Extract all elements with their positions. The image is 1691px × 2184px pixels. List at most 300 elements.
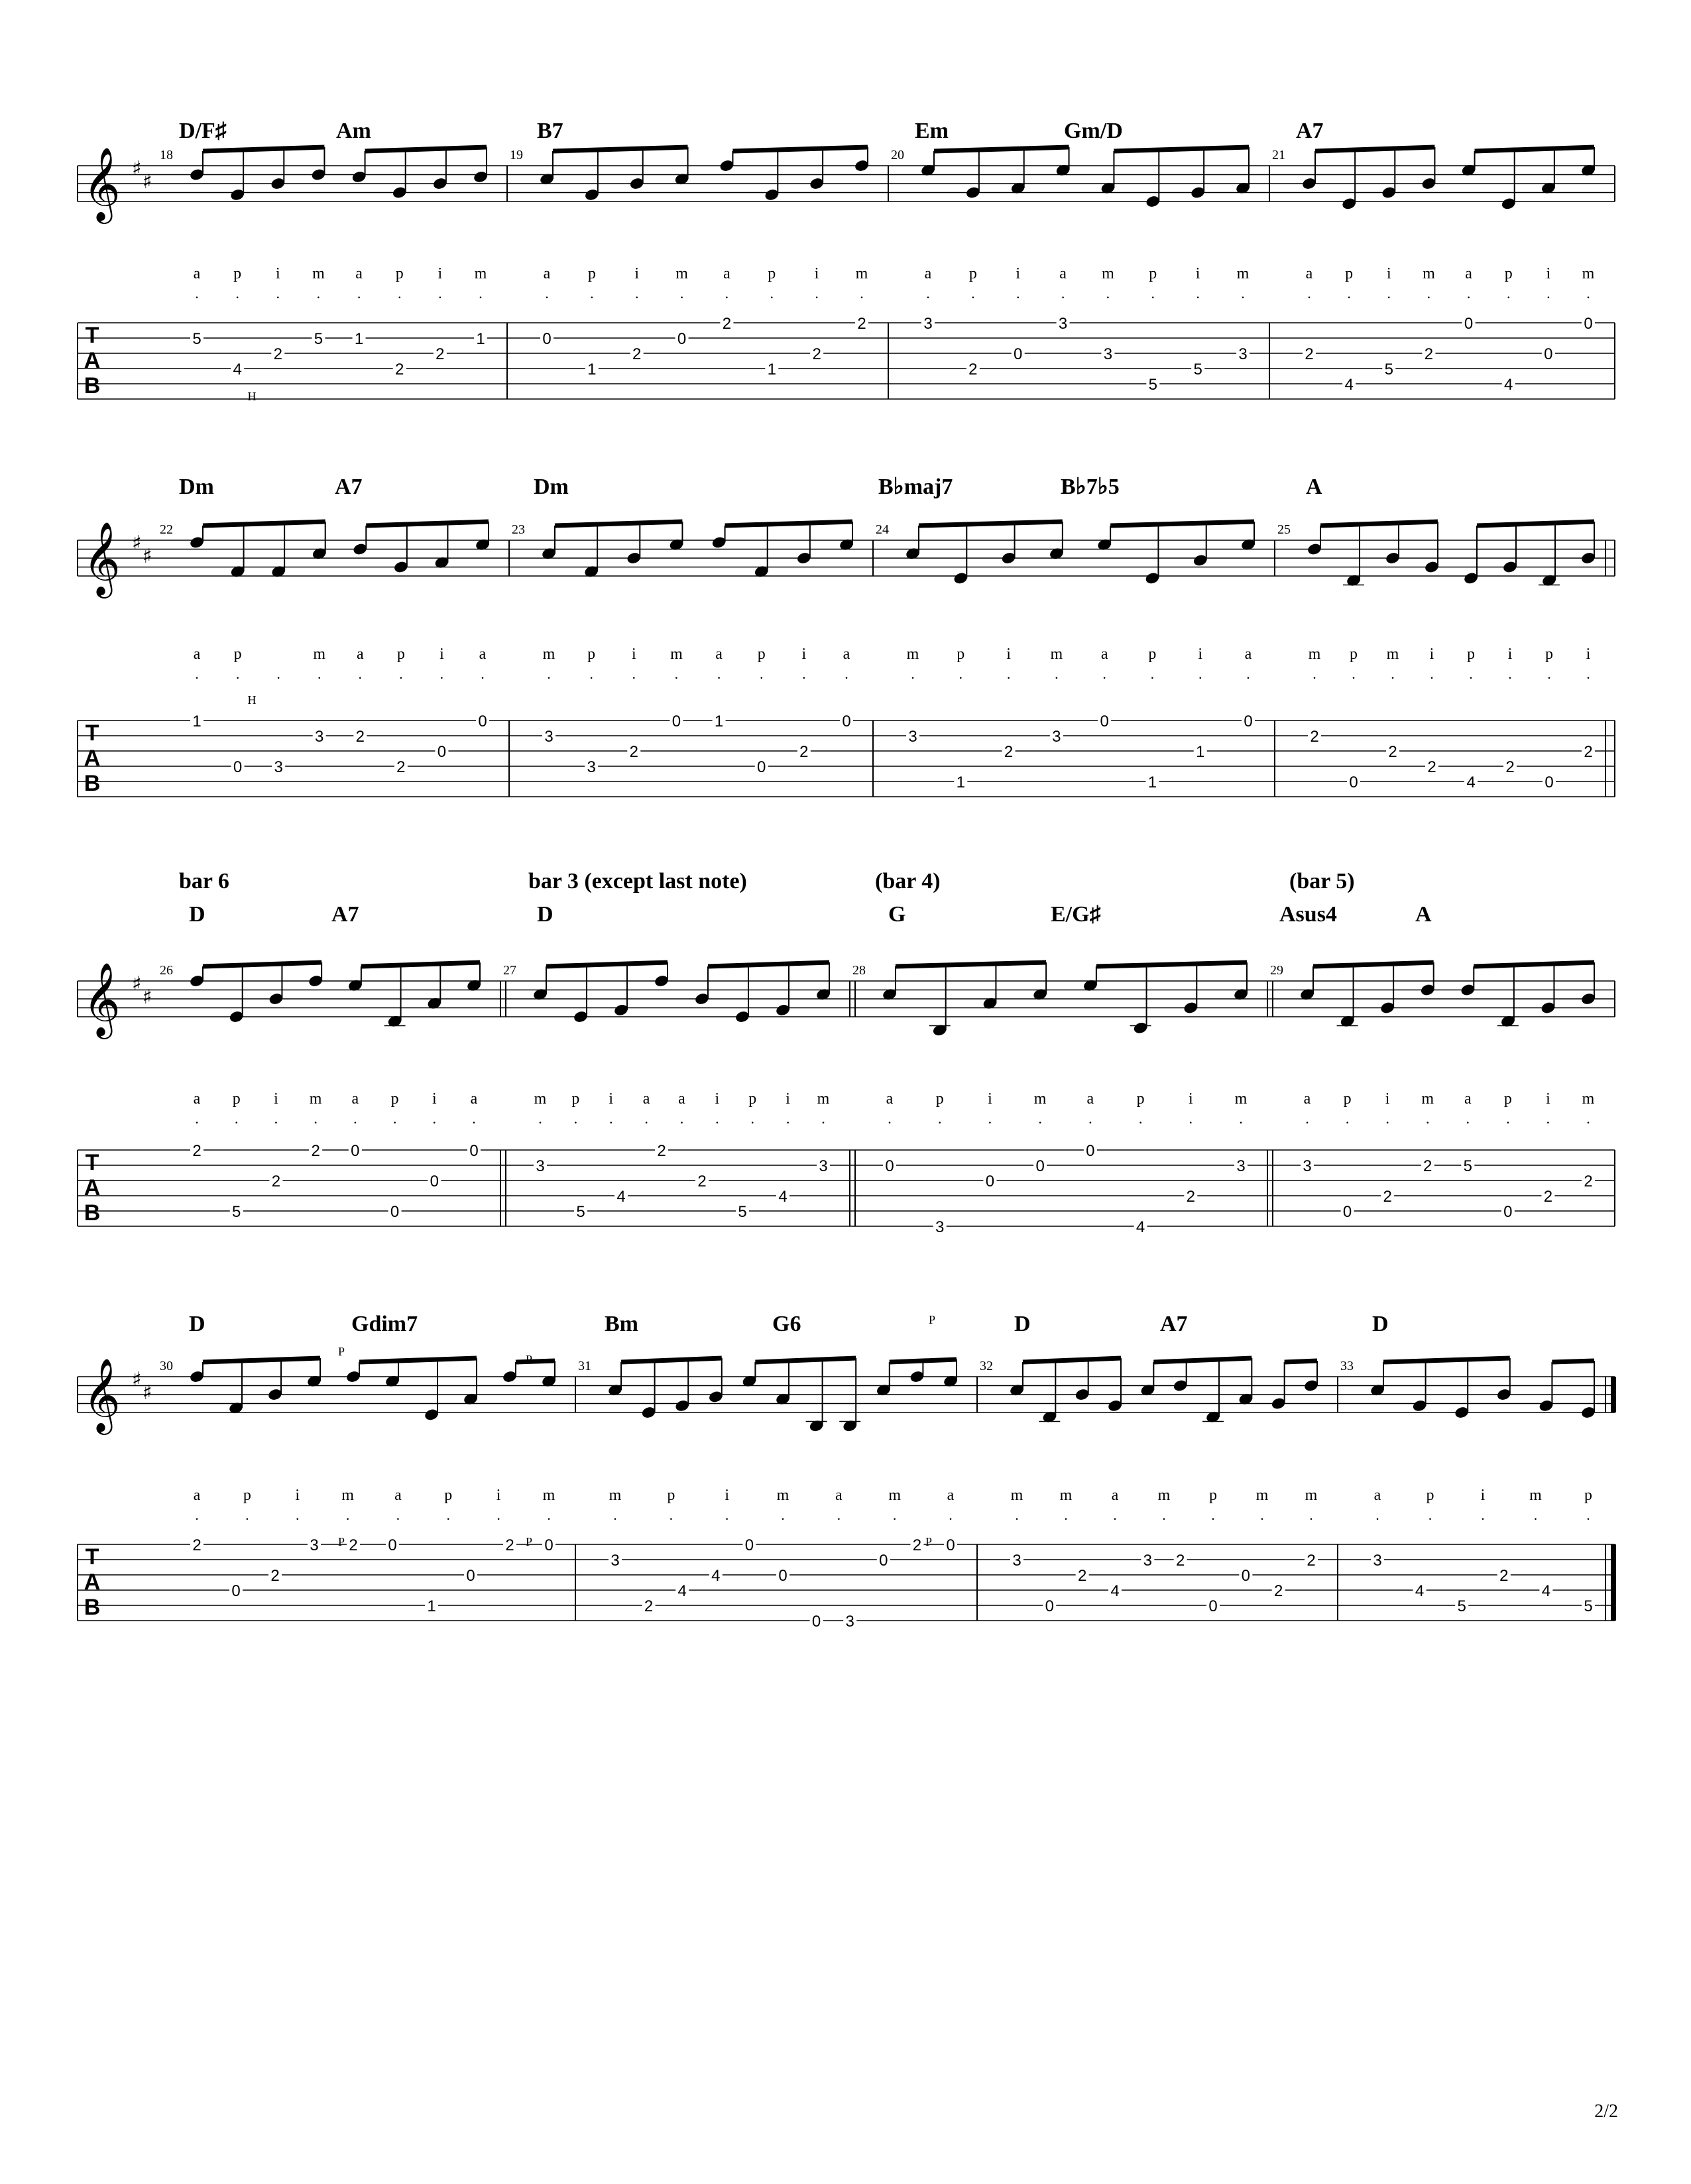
fingering-dot: . <box>770 285 774 302</box>
fingering-dot: . <box>634 285 639 302</box>
right-hand-fingering: i <box>274 1090 278 1108</box>
tab-fret-number: 2 <box>722 315 732 333</box>
chord-symbol: D <box>189 1312 205 1336</box>
right-hand-fingering: p <box>1148 646 1157 663</box>
note-beam <box>546 962 668 966</box>
right-hand-fingering: p <box>232 1090 241 1108</box>
right-hand-fingering: p <box>1504 265 1513 282</box>
right-hand-fingering: i <box>1195 265 1200 282</box>
chord-symbol: B♭maj7 <box>878 475 953 499</box>
fingering-dot: . <box>1260 1507 1264 1523</box>
right-hand-fingering: m <box>1157 1487 1171 1504</box>
right-hand-fingering: p <box>396 646 405 663</box>
tab-fret-number: 2 <box>1424 345 1434 363</box>
right-hand-fingering: a <box>1111 1487 1119 1504</box>
right-hand-fingering: p <box>233 646 242 663</box>
right-hand-fingering: p <box>395 265 404 282</box>
fingering-dot: . <box>295 1507 300 1523</box>
tab-fret-number: 0 <box>677 330 687 348</box>
fingering-dot: . <box>1506 1110 1510 1127</box>
tab-fret-number: 5 <box>1463 1157 1472 1175</box>
fingering-dot: . <box>1427 285 1431 302</box>
fingering-dot: . <box>1088 1110 1092 1127</box>
bar-reference-annotation: bar 6 <box>179 869 229 893</box>
tab-fret-number: 2 <box>1175 1552 1185 1570</box>
tab-fret-number: 0 <box>437 743 447 761</box>
right-hand-fingering: m <box>1102 265 1114 282</box>
fingering-dot: . <box>317 665 321 682</box>
chord-symbol: B7 <box>537 119 563 143</box>
right-hand-fingering: m <box>534 1090 547 1108</box>
fingering-dot: . <box>496 1507 500 1523</box>
tab-clef-letter: B <box>84 373 101 398</box>
fingering-dot: . <box>1015 1507 1019 1523</box>
tab-fret-number: 1 <box>1196 743 1205 761</box>
right-hand-fingering: a <box>1059 265 1067 282</box>
chord-symbol: Am <box>336 119 371 143</box>
fingering-dot: . <box>1198 665 1202 682</box>
tab-fret-number: 0 <box>478 713 487 730</box>
tab-fret-number: 5 <box>576 1203 585 1221</box>
tab-fret-number: 2 <box>355 728 365 746</box>
note-beam <box>708 962 829 966</box>
pull-off-marker: P <box>337 1345 345 1358</box>
note-beam <box>516 1361 555 1362</box>
right-hand-fingering: a <box>1086 1090 1094 1108</box>
measure-number: 32 <box>980 1359 993 1373</box>
right-hand-fingering: m <box>1305 1487 1318 1504</box>
tab-fret-number: 2 <box>812 345 821 363</box>
note-beam <box>1474 962 1594 966</box>
chord-symbol: A <box>1415 902 1432 927</box>
tab-fret-number: 5 <box>192 330 202 348</box>
note-beam <box>1313 962 1434 966</box>
right-hand-fingering: i <box>715 1090 720 1108</box>
fingering-dot: . <box>1055 665 1059 682</box>
fingering-dot: . <box>1150 665 1155 682</box>
tab-fret-number: 0 <box>778 1567 787 1585</box>
right-hand-fingering: a <box>394 1487 402 1504</box>
right-hand-fingering: p <box>233 265 242 282</box>
tab-fret-number: 3 <box>315 728 324 746</box>
fingering-dot: . <box>345 1507 350 1523</box>
tab-fret-number: 3 <box>1236 1157 1246 1175</box>
right-hand-fingering: p <box>957 646 965 663</box>
fingering-dot: . <box>314 1110 318 1127</box>
chord-symbol: A7 <box>1296 119 1324 143</box>
fingering-dot: . <box>234 1110 239 1127</box>
tab-fret-number: 2 <box>1543 1188 1553 1206</box>
fingering-dot: . <box>1546 1110 1550 1127</box>
fingering-dot: . <box>547 1507 551 1523</box>
tab-fret-number: 2 <box>1427 758 1436 776</box>
tab-fret-number: 2 <box>857 315 866 333</box>
fingering-dot: . <box>725 285 729 302</box>
tab-fret-number: 4 <box>1504 376 1513 394</box>
right-hand-fingering: a <box>193 646 201 663</box>
tab-fret-number: 0 <box>1086 1142 1095 1160</box>
right-hand-fingering: m <box>1010 1487 1023 1504</box>
chord-symbol: Bm <box>605 1312 638 1336</box>
tab-fret-number: 0 <box>757 758 766 776</box>
tab-fret-number: 2 <box>629 743 638 761</box>
fingering-dot: . <box>1481 1507 1485 1523</box>
pull-off-marker: P <box>925 1535 933 1548</box>
tab-fret-number: 3 <box>1303 1157 1312 1175</box>
bar-reference-annotation: (bar 4) <box>875 869 941 893</box>
fingering-dot: . <box>392 1110 397 1127</box>
page-number: 2/2 <box>1594 2101 1618 2122</box>
tab-fret-number: 0 <box>985 1173 995 1190</box>
tab-fret-number: 5 <box>1584 1597 1593 1615</box>
tab-fret-number: 2 <box>1505 758 1515 776</box>
tab-fret-number: 3 <box>310 1536 319 1554</box>
tab-fret-number: 3 <box>544 728 554 746</box>
note-beam <box>1315 147 1434 151</box>
tab-fret-number: 0 <box>1208 1597 1218 1615</box>
fingering-dot: . <box>679 285 684 302</box>
tab-fret-number: 4 <box>1344 376 1354 394</box>
right-hand-fingering: i <box>496 1487 501 1504</box>
fingering-dot: . <box>1241 285 1245 302</box>
fingering-dot: . <box>446 1507 451 1523</box>
chord-symbol: D <box>537 902 554 927</box>
fingering-dot: . <box>195 1507 199 1523</box>
tab-fret-number: 4 <box>677 1582 687 1600</box>
fingering-dot: . <box>1586 1507 1590 1523</box>
tab-fret-number: 0 <box>1100 713 1109 730</box>
fingering-dot: . <box>1246 665 1250 682</box>
tab-fret-number: 4 <box>1415 1582 1425 1600</box>
chord-symbol: D <box>1372 1312 1389 1336</box>
chord-symbol: D <box>1014 1312 1031 1336</box>
right-hand-fingering: a <box>356 646 364 663</box>
note-beam <box>203 1358 320 1362</box>
fingering-dot: . <box>1428 1507 1432 1523</box>
fingering-dot: . <box>725 1507 729 1523</box>
tab-fret-number: 0 <box>233 758 243 776</box>
key-signature-sharp-c: ♯ <box>143 545 152 568</box>
tab-fret-number: 5 <box>314 330 323 348</box>
fingering-dot: . <box>397 285 402 302</box>
tab-clef-letter: A <box>84 348 101 373</box>
fingering-dot: . <box>276 285 280 302</box>
tab-fret-number: 2 <box>1004 743 1014 761</box>
chord-symbol: Dm <box>534 475 569 499</box>
tab-fret-number: 2 <box>1273 1582 1283 1600</box>
tab-fret-number: 1 <box>956 774 965 791</box>
right-hand-fingering: p <box>667 1487 675 1504</box>
measure-number: 29 <box>1270 963 1283 978</box>
fingering-dot: . <box>1506 285 1511 302</box>
tab-fret-number: 3 <box>1103 345 1113 363</box>
tab-fret-number: 0 <box>1545 774 1554 791</box>
right-hand-fingering: m <box>1255 1487 1269 1504</box>
right-hand-fingering: i <box>725 1487 730 1504</box>
right-hand-fingering: p <box>1136 1090 1145 1108</box>
tab-fret-number: 3 <box>935 1218 945 1236</box>
measure-number: 26 <box>160 963 173 978</box>
tab-fret-number: 0 <box>744 1536 754 1554</box>
right-hand-fingering: a <box>924 265 932 282</box>
tab-fret-number: 2 <box>1584 1173 1593 1190</box>
fingering-dot: . <box>1352 665 1356 682</box>
right-hand-fingering: a <box>1465 265 1472 282</box>
tab-clef-letter: T <box>85 1544 99 1570</box>
chord-symbol: Dm <box>179 475 214 499</box>
tab-fret-number: 0 <box>1045 1597 1055 1615</box>
tab-fret-number: 5 <box>232 1203 241 1221</box>
measure-number: 18 <box>160 148 173 162</box>
fingering-dot: . <box>1387 285 1391 302</box>
tab-fret-number: 2 <box>1388 743 1397 761</box>
fingering-dot: . <box>1546 285 1550 302</box>
right-hand-fingering: a <box>843 646 850 663</box>
fingering-dot: . <box>888 1110 892 1127</box>
tab-fret-number: 2 <box>192 1142 202 1160</box>
fingering-dot: . <box>1586 665 1590 682</box>
fingering-dot: . <box>1006 665 1011 682</box>
right-hand-fingering: p <box>1149 265 1157 282</box>
tab-fret-number: 2 <box>1499 1567 1509 1585</box>
note-beam <box>203 522 325 526</box>
right-hand-fingering: m <box>609 1487 622 1504</box>
fingering-dot: . <box>1151 285 1155 302</box>
measure-number: 24 <box>876 522 889 537</box>
fingering-dot: . <box>1162 1507 1166 1523</box>
tab-fret-number: 2 <box>396 758 406 776</box>
fingering-dot: . <box>353 1110 357 1127</box>
tab-fret-number: 0 <box>1342 1203 1352 1221</box>
key-signature-sharp-c: ♯ <box>143 986 152 1009</box>
tab-fret-number: 0 <box>842 713 851 730</box>
tab-fret-number: 0 <box>544 1536 554 1554</box>
right-hand-fingering: a <box>1464 1090 1472 1108</box>
fingering-dot: . <box>679 1110 684 1127</box>
right-hand-fingering: p <box>1343 1090 1352 1108</box>
fingering-dot: . <box>432 1110 437 1127</box>
fingering-dot: . <box>245 1507 249 1523</box>
right-hand-fingering: a <box>835 1487 843 1504</box>
measure-number: 25 <box>1277 522 1291 537</box>
right-hand-fingering: p <box>1467 646 1475 663</box>
right-hand-fingering: m <box>1059 1487 1073 1504</box>
key-signature-sharp-f: ♯ <box>132 532 142 555</box>
tab-fret-number: 1 <box>714 713 724 730</box>
right-hand-fingering: p <box>1426 1487 1434 1504</box>
right-hand-fingering: i <box>634 265 640 282</box>
fingering-dot: . <box>573 1110 578 1127</box>
note-beam <box>755 1358 856 1362</box>
fingering-dot: . <box>1347 285 1351 302</box>
tab-fret-number: 2 <box>1305 345 1314 363</box>
right-hand-fingering: i <box>631 646 636 663</box>
right-hand-fingering: m <box>309 1090 322 1108</box>
right-hand-fingering: a <box>351 1090 359 1108</box>
tab-fret-number: 1 <box>192 713 202 730</box>
tab-fret-number: 0 <box>351 1142 360 1160</box>
right-hand-fingering: i <box>295 1487 300 1504</box>
tab-fret-number: 2 <box>270 1567 280 1585</box>
fingering-dot: . <box>1391 665 1395 682</box>
right-hand-fingering: a <box>1303 1090 1311 1108</box>
tab-fret-number: 2 <box>1307 1552 1316 1570</box>
chord-symbol: Em <box>915 119 949 143</box>
note-beam <box>359 1358 477 1362</box>
tab-fret-number: 2 <box>192 1536 202 1554</box>
tab-clef-letter: A <box>84 1175 101 1200</box>
right-hand-fingering: m <box>474 265 487 282</box>
tab-fret-number: 3 <box>1058 315 1068 333</box>
treble-clef-icon: 𝄞 <box>83 962 121 1036</box>
tab-fret-number: 3 <box>923 315 933 333</box>
fingering-dot: . <box>959 665 963 682</box>
right-hand-fingering: m <box>1033 1090 1047 1108</box>
tab-fret-number: 0 <box>430 1173 439 1190</box>
hammer-on-marker: H <box>247 693 257 707</box>
right-hand-fingering: i <box>275 265 280 282</box>
note-beam <box>1096 962 1247 966</box>
note-beam <box>365 147 487 151</box>
right-hand-fingering: m <box>1234 1090 1248 1108</box>
tab-fret-number: 1 <box>354 330 364 348</box>
measure-number: 33 <box>1340 1359 1354 1373</box>
fingering-dot: . <box>786 1110 790 1127</box>
chord-symbol: G <box>888 902 906 927</box>
tab-fret-number: 1 <box>767 361 776 378</box>
measure-number: 22 <box>160 522 173 537</box>
measure-number: 20 <box>891 148 904 162</box>
fingering-dot: . <box>235 665 240 682</box>
right-hand-fingering: a <box>193 265 201 282</box>
tab-fret-number: 0 <box>879 1552 888 1570</box>
note-beam <box>1383 1358 1510 1362</box>
chord-symbol: Gm/D <box>1064 119 1123 143</box>
fingering-dot: . <box>396 1507 400 1523</box>
tab-fret-number: 0 <box>388 1536 397 1554</box>
tab-fret-number: 1 <box>587 361 597 378</box>
key-signature-sharp-c: ♯ <box>143 170 152 194</box>
final-barline <box>1611 1544 1616 1621</box>
fingering-dot: . <box>538 1110 542 1127</box>
fingering-dot: . <box>1508 665 1512 682</box>
tab-fret-number: 4 <box>1541 1582 1551 1600</box>
tab-fret-number: 4 <box>1136 1218 1145 1236</box>
note-beam <box>934 147 1069 151</box>
fingering-dot: . <box>195 285 199 302</box>
chord-symbol: Gdim7 <box>351 1312 418 1336</box>
fingering-dot: . <box>926 285 930 302</box>
tab-fret-number: 2 <box>1383 1188 1392 1206</box>
tab-fret-number: 4 <box>616 1188 626 1206</box>
note-beam <box>732 147 868 151</box>
right-hand-fingering: i <box>801 646 807 663</box>
right-hand-fingering: a <box>642 1090 650 1108</box>
right-hand-fingering: i <box>1480 1487 1486 1504</box>
tab-fret-number: 3 <box>908 728 917 746</box>
right-hand-fingering: p <box>1209 1487 1217 1504</box>
tab-fret-number: 3 <box>845 1613 854 1631</box>
pull-off-marker: P <box>928 1313 936 1326</box>
fingering-dot: . <box>1064 1507 1068 1523</box>
right-hand-fingering: a <box>193 1090 201 1108</box>
tab-fret-number: 1 <box>427 1597 436 1615</box>
chord-symbol: B♭7♭5 <box>1061 475 1120 499</box>
treble-clef-icon: 𝄞 <box>83 521 121 595</box>
right-hand-fingering: i <box>609 1090 614 1108</box>
note-beam <box>621 1358 722 1362</box>
tab-fret-number: 5 <box>1193 361 1202 378</box>
tab-fret-number: 2 <box>349 1536 358 1554</box>
tab-fret-number: 1 <box>476 330 485 348</box>
tab-clef-letter: T <box>85 720 99 746</box>
fingering-dot: . <box>1061 285 1065 302</box>
right-hand-fingering: m <box>1421 1090 1434 1108</box>
right-hand-fingering: a <box>723 265 730 282</box>
fingering-dot: . <box>1312 665 1316 682</box>
right-hand-fingering: m <box>312 265 325 282</box>
note-beam <box>1153 1358 1252 1362</box>
tab-fret-number: 3 <box>536 1157 545 1175</box>
fingering-dot: . <box>1189 1110 1193 1127</box>
fingering-dot: . <box>669 1507 673 1523</box>
fingering-dot: . <box>399 665 403 682</box>
right-hand-fingering: p <box>444 1487 453 1504</box>
measure-number: 27 <box>503 963 516 978</box>
fingering-dot: . <box>1375 1507 1379 1523</box>
tab-fret-number: 2 <box>1186 1188 1195 1206</box>
fingering-dot: . <box>1385 1110 1389 1127</box>
note-beam <box>1114 147 1249 151</box>
right-hand-fingering: a <box>543 265 551 282</box>
note-beam <box>1110 522 1254 526</box>
fingering-dot: . <box>937 1110 942 1127</box>
final-barline <box>1611 1377 1616 1412</box>
tab-fret-number: 2 <box>271 1173 281 1190</box>
note-beam <box>1477 522 1594 526</box>
fingering-dot: . <box>1469 665 1473 682</box>
right-hand-fingering: i <box>1188 1090 1193 1108</box>
fingering-dot: . <box>1138 1110 1143 1127</box>
fingering-dot: . <box>949 1507 953 1523</box>
fingering-dot: . <box>845 665 848 682</box>
tab-fret-number: 0 <box>469 1142 479 1160</box>
measure-number: 19 <box>510 148 523 162</box>
fingering-dot: . <box>644 1110 648 1127</box>
right-hand-fingering: p <box>748 1090 757 1108</box>
fingering-dot: . <box>815 285 819 302</box>
tab-fret-number: 0 <box>1014 345 1023 363</box>
fingering-dot: . <box>715 1110 719 1127</box>
tab-fret-number: 2 <box>799 743 809 761</box>
note-beam <box>1320 522 1438 526</box>
right-hand-fingering: p <box>968 265 977 282</box>
right-hand-fingering: p <box>1345 265 1354 282</box>
fingering-dot: . <box>988 1110 992 1127</box>
fingering-dot: . <box>632 665 636 682</box>
tab-fret-number: 0 <box>1244 713 1253 730</box>
treble-clef-icon: 𝄞 <box>83 1357 121 1432</box>
right-hand-fingering: i <box>814 265 819 282</box>
right-hand-fingering: m <box>341 1487 354 1504</box>
right-hand-fingering: i <box>988 1090 992 1108</box>
chord-symbol: A7 <box>335 475 363 499</box>
fingering-dot: . <box>274 1110 278 1127</box>
tab-clef-letter: A <box>84 1570 101 1595</box>
tab-fret-number: 2 <box>968 361 978 378</box>
right-hand-fingering: i <box>1586 646 1591 663</box>
right-hand-fingering: a <box>715 646 723 663</box>
